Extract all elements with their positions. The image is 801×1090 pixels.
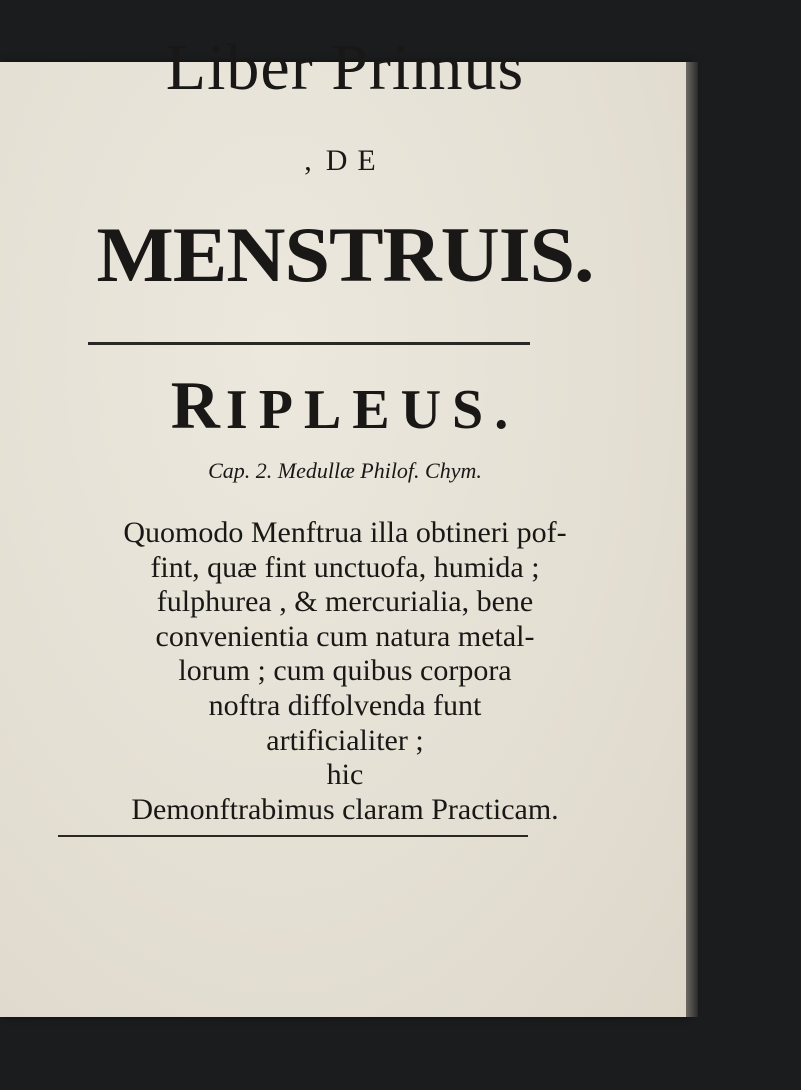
body-line: noftra diffolvenda funt: [208, 688, 482, 722]
citation: Cap. 2. Medullæ Philof. Chym.: [208, 458, 482, 483]
divider-rule-bottom: [58, 835, 528, 837]
body-line: lorum ; cum quibus corpora: [178, 654, 512, 688]
body-line: fint, quæ fint unctuofa, humida ;: [150, 550, 540, 584]
body-line: fulphurea , & mercurialia, bene: [156, 585, 534, 619]
author-initial: R: [170, 367, 226, 443]
body-line: artificialiter ;: [266, 723, 424, 757]
de-word: DE: [325, 144, 386, 177]
author-rest: IPLEUS.: [225, 379, 520, 441]
body-line: Quomodo Menftrua illa obtineri pof-: [123, 516, 567, 549]
divider-rule-top: [88, 342, 530, 345]
book-title: Liber Primus: [165, 31, 525, 104]
main-heading: MENSTRUIS.: [96, 211, 594, 298]
body-line: convenientia cum natura metal-: [155, 619, 535, 653]
body-paragraph: [0, 516, 690, 827]
body-line: Demonftrabimus claram Practicam.: [131, 792, 559, 826]
author-name: [0, 366, 690, 445]
de-comma: ,: [304, 144, 312, 177]
de-line: [0, 144, 690, 178]
body-line: hic: [326, 758, 364, 792]
